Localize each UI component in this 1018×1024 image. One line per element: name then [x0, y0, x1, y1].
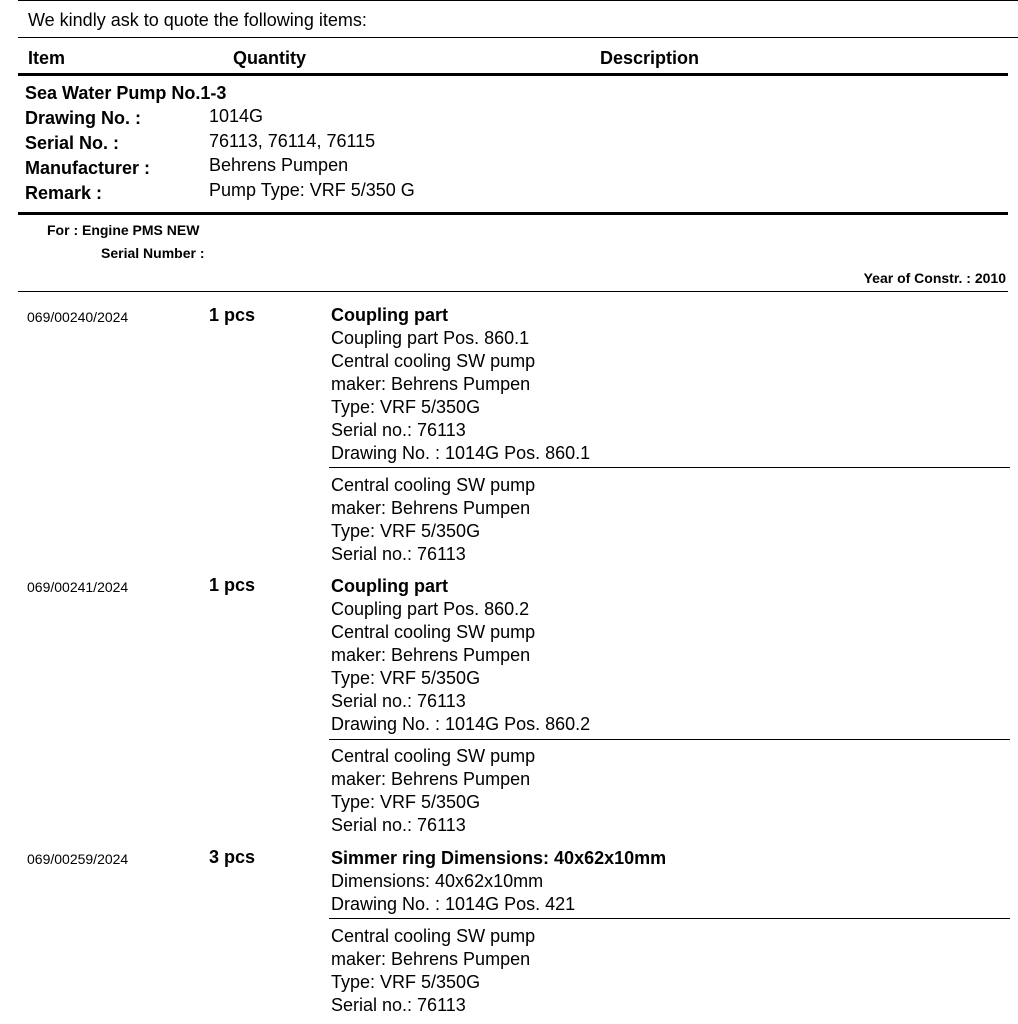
top-rule	[18, 0, 1018, 1]
spec-label-remark: Remark :	[25, 183, 103, 203]
pump-rule	[18, 212, 1008, 215]
header-description: Description	[600, 48, 700, 68]
pump-title: Sea Water Pump No.1-3	[25, 83, 227, 103]
item-extra-description	[331, 745, 535, 837]
item-extra-line: maker: Behrens Pumpen	[331, 769, 531, 789]
item-detail: Serial no.: 76113	[331, 420, 466, 440]
item-detail: Type: VRF 5/350G	[331, 397, 481, 417]
spec-label-manufacturer: Manufacturer :	[25, 158, 151, 178]
item-title: Coupling part	[331, 576, 448, 596]
engine-rule	[18, 291, 1008, 292]
engine-year-of-construction: Year of Constr. : 2010	[863, 270, 1006, 286]
item-detail: Central cooling SW pump	[331, 622, 536, 642]
item-detail: Central cooling SW pump	[331, 351, 536, 371]
item-extra-line: Serial no.: 76113	[331, 815, 466, 835]
intro-rule	[18, 37, 1018, 38]
item-detail: Dimensions: 40x62x10mm	[331, 871, 544, 891]
item-number: 069/00240/2024	[27, 309, 129, 325]
item-title: Coupling part	[331, 305, 448, 325]
item-extra-line: maker: Behrens Pumpen	[331, 498, 531, 518]
item-detail: maker: Behrens Pumpen	[331, 645, 531, 665]
item-quantity: 1 pcs	[209, 305, 256, 325]
engine-serial-number: Serial Number :	[101, 245, 205, 261]
item-detail: Coupling part Pos. 860.2	[331, 599, 530, 619]
item-detail: Coupling part Pos. 860.1	[331, 328, 530, 348]
spec-value-drawing: 1014G	[209, 106, 264, 126]
item-extra-line: Serial no.: 76113	[331, 544, 466, 564]
item-number: 069/00241/2024	[27, 579, 129, 595]
item-extra-line: Central cooling SW pump	[331, 746, 536, 766]
spec-label-serial: Serial No. :	[25, 133, 120, 153]
item-quantity: 1 pcs	[209, 575, 256, 595]
header-item: Item	[28, 48, 66, 68]
item-title: Simmer ring Dimensions: 40x62x10mm	[331, 848, 667, 868]
item-divider	[329, 739, 1010, 740]
item-extra-line: Type: VRF 5/350G	[331, 792, 481, 812]
item-detail: Type: VRF 5/350G	[331, 668, 481, 688]
item-detail: maker: Behrens Pumpen	[331, 374, 531, 394]
item-quantity: 3 pcs	[209, 847, 256, 867]
item-description	[331, 847, 666, 916]
item-extra-line: Central cooling SW pump	[331, 926, 536, 946]
item-extra-line: Type: VRF 5/350G	[331, 972, 481, 992]
item-description	[331, 575, 590, 736]
spec-label-drawing: Drawing No. :	[25, 108, 141, 128]
item-detail: Drawing No. : 1014G Pos. 860.2	[331, 714, 591, 734]
header-rule	[18, 73, 1008, 76]
spec-value-remark: Pump Type: VRF 5/350 G	[209, 180, 415, 200]
header-quantity: Quantity	[233, 48, 307, 68]
item-number: 069/00259/2024	[27, 851, 129, 867]
engine-for: For : Engine PMS NEW	[47, 222, 200, 238]
item-divider	[329, 918, 1010, 919]
item-extra-description	[331, 925, 535, 1017]
item-detail: Serial no.: 76113	[331, 691, 466, 711]
spec-value-serial: 76113, 76114, 76115	[209, 131, 376, 151]
item-description	[331, 304, 590, 465]
item-extra-line: Central cooling SW pump	[331, 475, 536, 495]
item-divider	[329, 467, 1010, 468]
item-extra-line: maker: Behrens Pumpen	[331, 949, 531, 969]
item-extra-line: Type: VRF 5/350G	[331, 521, 481, 541]
item-detail: Drawing No. : 1014G Pos. 860.1	[331, 443, 591, 463]
intro-text: We kindly ask to quote the following items:	[28, 10, 367, 30]
item-extra-description	[331, 474, 535, 566]
item-extra-line: Serial no.: 76113	[331, 995, 466, 1015]
spec-value-manufacturer: Behrens Pumpen	[209, 155, 349, 175]
item-detail: Drawing No. : 1014G Pos. 421	[331, 894, 576, 914]
